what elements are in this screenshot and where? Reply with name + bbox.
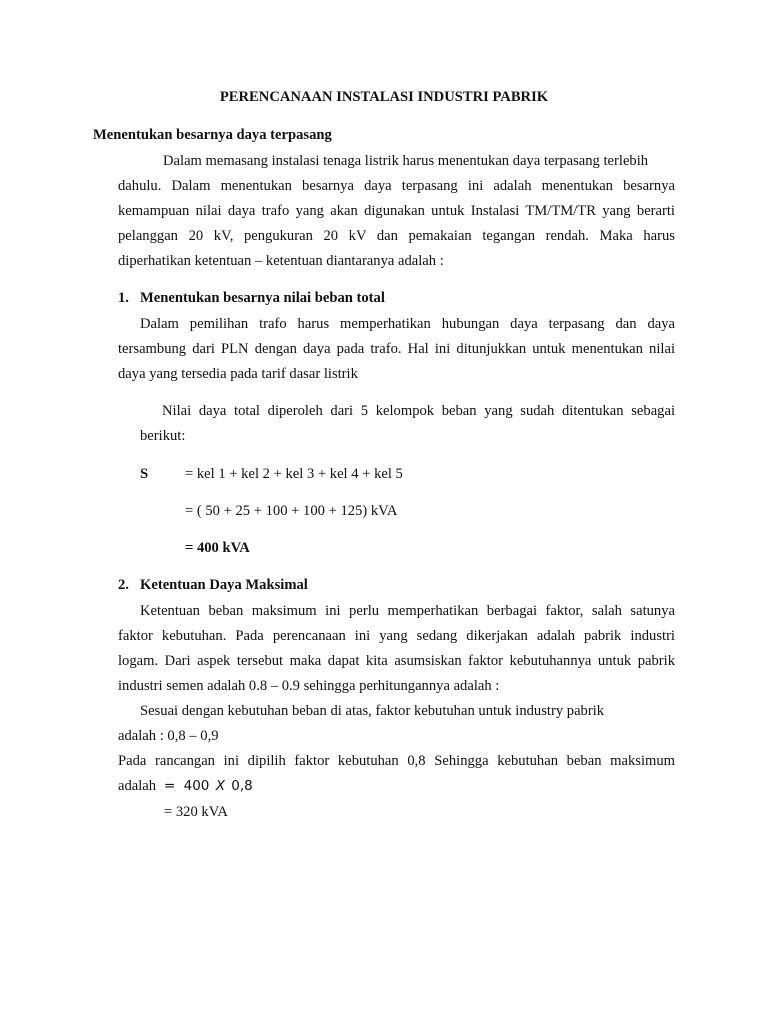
- max-load-formula: [164, 777, 253, 795]
- item2-para3-line-1: Pada rancangan ini dipilih faktor kebutuhan 0,8 Sehingga kebutuhan beban maksimum: [118, 753, 675, 769]
- section-heading: Menentukan besarnya daya terpasang: [93, 127, 332, 143]
- item2-para1-line-3: logam. Dari aspek tersebut maka dapat kita asumsiskan faktor kebutuhannya untuk pabrik: [118, 653, 675, 669]
- equation-line-1: = kel 1 + kel 2 + kel 3 + kel 4 + kel 5: [185, 466, 403, 482]
- intro-line-5: diperhatikan ketentuan – ketentuan diantaranya adalah :: [118, 253, 444, 269]
- item1-para1-line-2: tersambung dari PLN dengan daya pada trafo. Hal ini ditunjukkan untuk menentukan nilai: [118, 341, 675, 357]
- item1-para2-line-2: berikut:: [140, 428, 186, 444]
- intro-line-2: dahulu. Dalam menentukan besarnya daya terpasang ini adalah menentukan besarnya: [118, 178, 675, 194]
- item2-heading: Ketentuan Daya Maksimal: [140, 577, 308, 593]
- item1-para1-line-3: daya yang tersedia pada tarif dasar listrik: [118, 366, 358, 382]
- max-load-result: = 320 kVA: [164, 804, 228, 820]
- item2-para1-line-2: faktor kebutuhan. Pada perencanaan ini yang sedang dikerjakan adalah pabrik industri: [118, 628, 675, 644]
- item1-number: 1.: [118, 290, 129, 306]
- item2-number: 2.: [118, 577, 129, 593]
- formula-multiply-symbol: X: [215, 778, 225, 794]
- item1-para1-line-1: Dalam pemilihan trafo harus memperhatikan hubungan daya terpasang dan daya: [140, 316, 675, 332]
- item2-para2-line-1: Sesuai dengan kebutuhan beban di atas, faktor kebutuhan untuk industry pabrik: [140, 703, 605, 719]
- intro-line-4: pelanggan 20 kV, pengukuran 20 kV dan pemakaian tegangan rendah. Maka harus: [118, 228, 675, 244]
- equation-result: = 400 kVA: [185, 540, 250, 556]
- item1-para2-line-1: Nilai daya total diperoleh dari 5 kelompok beban yang sudah ditentukan sebagai: [162, 403, 675, 419]
- equation-symbol: S: [140, 466, 149, 482]
- item2-para2-line-2: adalah : 0,8 – 0,9: [118, 728, 219, 744]
- item2-para1-line-1: Ketentuan beban maksimum ini perlu memperhatikan berbagai faktor, salah satunya: [140, 603, 675, 619]
- item2-para3-line-2: adalah: [118, 778, 157, 794]
- formula-equals: =: [164, 778, 176, 794]
- item1-heading: Menentukan besarnya nilai beban total: [140, 290, 385, 306]
- item2-para1-line-4: industri semen adalah 0.8 – 0.9 sehingga perhitungannya adalah :: [118, 678, 500, 694]
- equation-line-2: = ( 50 + 25 + 100 + 100 + 125) kVA: [185, 503, 398, 519]
- intro-line-3: kemampuan nilai daya trafo yang akan digunakan untuk Instalasi TM/TM/TR yang berarti: [118, 203, 675, 219]
- formula-value-a: 400: [183, 778, 210, 794]
- document-title: PERENCANAAN INSTALASI INDUSTRI PABRIK: [219, 89, 549, 105]
- intro-line-1: Dalam memasang instalasi tenaga listrik harus menentukan daya terpasang terlebih: [163, 153, 649, 169]
- formula-value-b: 0,8: [231, 778, 253, 794]
